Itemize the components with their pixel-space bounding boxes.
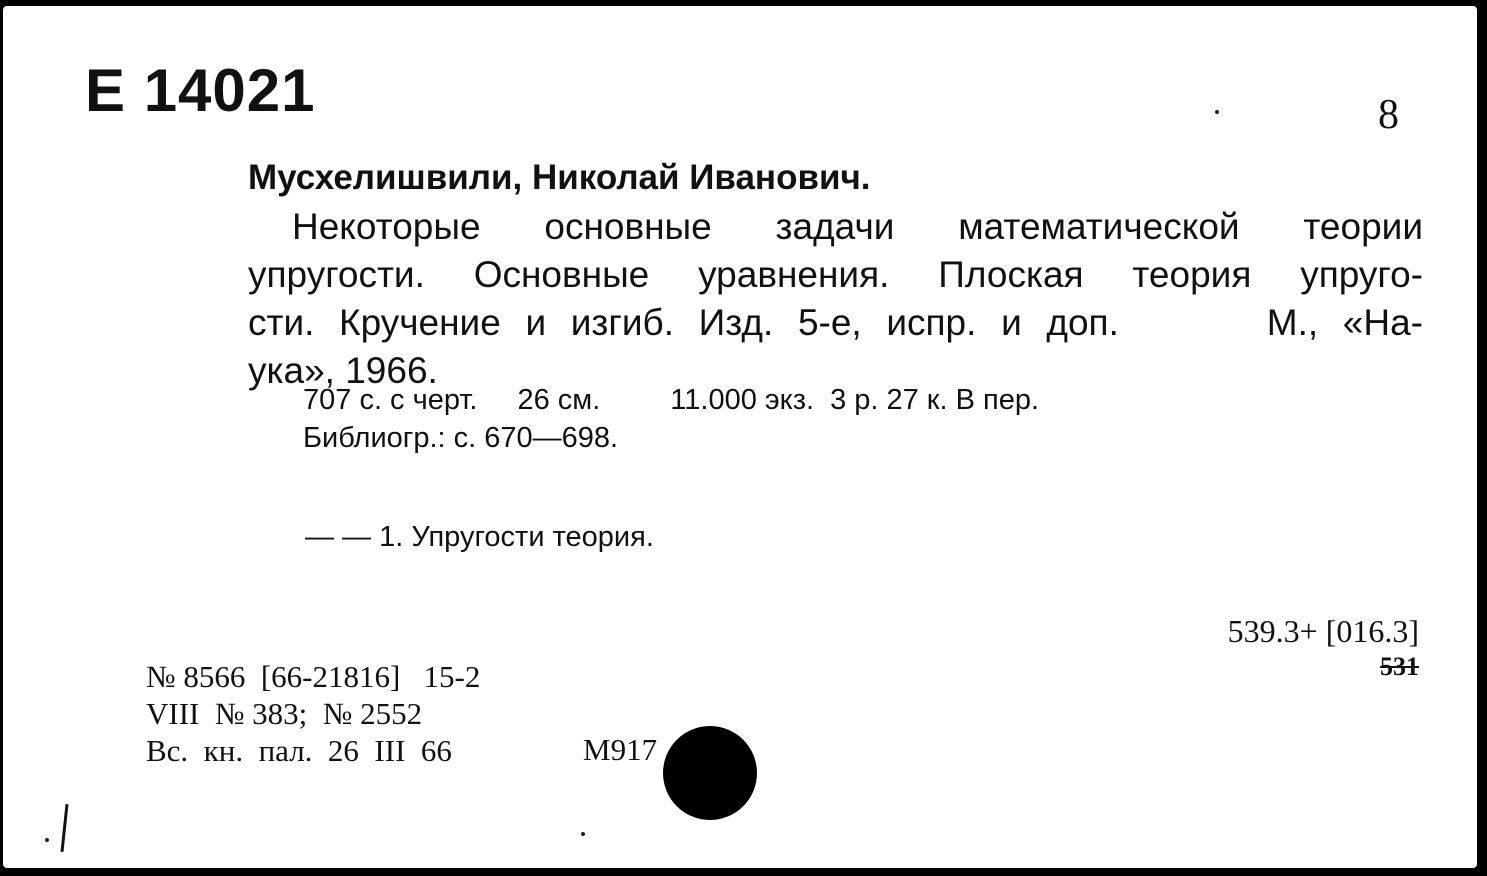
title-line-3: сти. Кручение и изгиб. Изд. 5-е, испр. и доп. М., «На- bbox=[248, 302, 1423, 343]
title-line-2: упругости. Основные уравнения. Плоская теория упруго- bbox=[248, 254, 1423, 295]
pen-mark bbox=[60, 804, 68, 852]
bibliography: Библиогр.: с. 670—698. bbox=[303, 422, 619, 454]
title-line-4: ука», 1966. bbox=[248, 350, 438, 391]
title-line-1: Некоторые основные задачи математической теории bbox=[292, 206, 1423, 247]
footer-line-2: VIII № 383; № 2552 bbox=[146, 696, 423, 731]
title-description bbox=[248, 203, 1423, 395]
subject-heading: — — 1. Упругости теория. bbox=[305, 521, 654, 553]
card-number: 8 bbox=[1378, 92, 1399, 138]
speck bbox=[45, 838, 49, 842]
udc-index: 539.3+ [016.3] bbox=[1227, 613, 1419, 649]
footer-info bbox=[146, 658, 480, 769]
footer-line-1: № 8566 [66-21816] 15-2 bbox=[146, 659, 481, 694]
footer-line-3: Вс. кн. пал. 26 III 66 bbox=[146, 733, 452, 768]
call-number: Е 14021 bbox=[85, 57, 316, 124]
copies: 11.000 экз. bbox=[670, 384, 815, 416]
punch-hole bbox=[663, 726, 757, 820]
classification bbox=[1228, 613, 1419, 685]
pages: 707 с. с черт. bbox=[303, 384, 478, 416]
collation bbox=[303, 381, 1039, 457]
author-heading: Мусхелишвили, Николай Иванович. bbox=[248, 158, 871, 197]
price: 3 р. 27 к. В пер. bbox=[830, 384, 1040, 416]
speck bbox=[1215, 110, 1219, 114]
size: 26 см. bbox=[517, 384, 601, 416]
catalog-card bbox=[3, 6, 1477, 868]
struck-index: 531 bbox=[1380, 652, 1419, 681]
speck bbox=[581, 832, 585, 836]
collation-line-1 bbox=[303, 381, 1039, 419]
print-code: М917 bbox=[583, 732, 658, 767]
